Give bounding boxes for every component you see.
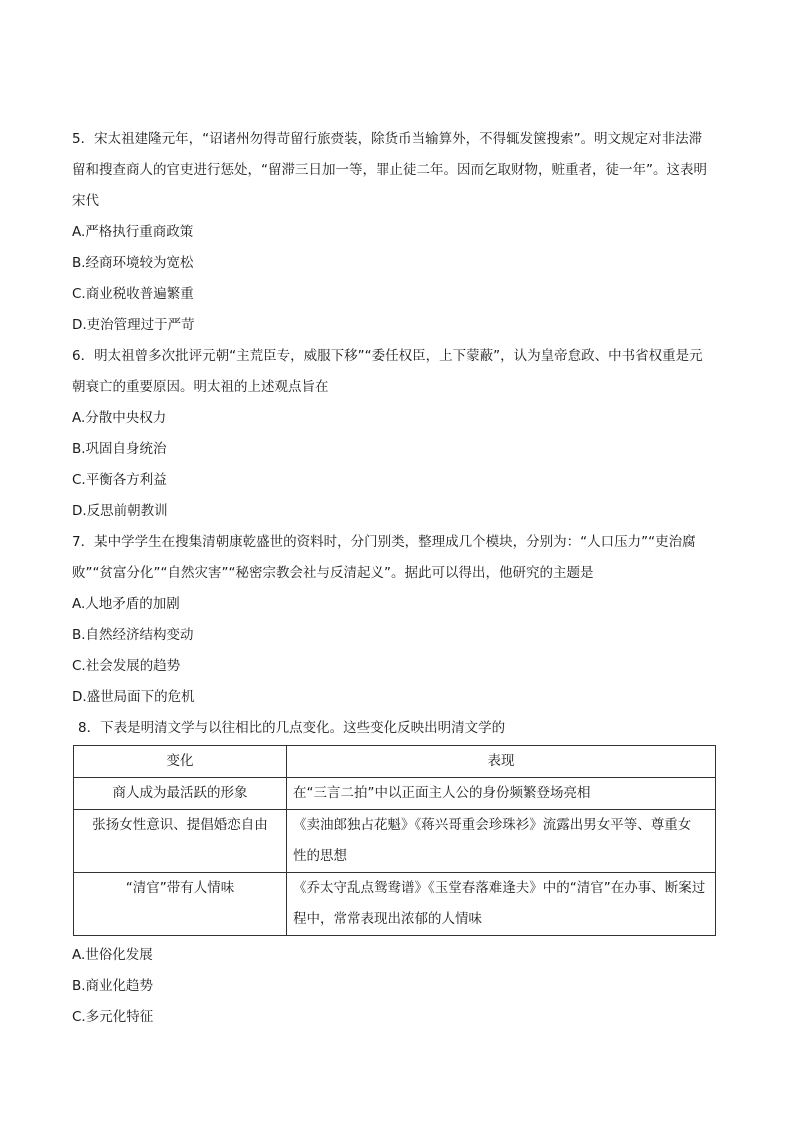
question-6 [72, 341, 722, 527]
question-6-option-b[interactable]: B.巩固自身统治 [72, 441, 167, 457]
table-row [74, 778, 716, 810]
question-5-option-c[interactable]: C.商业税收普遍繁重 [72, 286, 194, 302]
question-6-stem-line-2: 朝衰亡的重要原因。明太祖的上述观点旨在 [72, 379, 329, 395]
question-5-option-d[interactable]: D.吏治管理过于严苛 [72, 317, 195, 333]
table-cell-change: 商人成为最活跃的形象 [74, 778, 287, 810]
question-5 [72, 124, 722, 341]
question-5-option-b[interactable]: B.经商环境较为宽松 [72, 255, 194, 271]
question-7-option-d[interactable]: D.盛世局面下的危机 [72, 689, 195, 705]
question-5-option-a[interactable]: A.严格执行重商政策 [72, 224, 194, 240]
table-row [74, 873, 716, 936]
question-6-option-a[interactable]: A.分散中央权力 [72, 410, 167, 426]
question-8-option-b[interactable]: B.商业化趋势 [72, 978, 154, 994]
table-row [74, 810, 716, 873]
question-6-option-c[interactable]: C.平衡各方利益 [72, 472, 167, 488]
table-cell-line: 《乔太守乱点鸳鸯谱》《玉堂春落难逢夫》中的“清官”在办事、断案过 [293, 880, 706, 896]
question-7 [72, 527, 722, 713]
question-7-option-b[interactable]: B.自然经济结构变动 [72, 627, 194, 643]
question-5-stem-line-3: 宋代 [72, 193, 99, 209]
question-8-option-c[interactable]: C.多元化特征 [72, 1009, 154, 1025]
question-7-option-c[interactable]: C.社会发展的趋势 [72, 658, 181, 674]
question-7-stem-line-2: 败”“贫富分化”“自然灾害”“秘密宗教会社与反清起义”。据此可以得出，他研究的主题是 [72, 565, 594, 581]
table-header-row [74, 746, 716, 778]
table-cell-performance [287, 778, 716, 810]
table-cell-performance [287, 873, 716, 936]
question-6-option-d[interactable]: D.反思前朝教训 [72, 503, 168, 519]
table-cell-performance [287, 810, 716, 873]
table-header-change: 变化 [74, 746, 287, 778]
question-8 [72, 713, 722, 1033]
table-cell-change: 张扬女性意识、提倡婚恋自由 [74, 810, 287, 873]
exam-page [72, 124, 722, 1033]
table-cell-line: 程中，常常表现出浓郁的人情味 [293, 911, 482, 927]
question-5-stem-line-1: 5．宋太祖建隆元年，“诏诸州勿得苛留行旅赍装，除货币当输算外，不得辄发箧搜索”。明文规定对非法滞 [72, 131, 703, 147]
table-header-performance: 表现 [287, 746, 716, 778]
table-cell-line: 在“三言二拍”中以正面主人公的身份频繁登场亮相 [293, 785, 591, 801]
question-7-option-a[interactable]: A.人地矛盾的加剧 [72, 596, 180, 612]
question-6-stem-line-1: 6．明太祖曾多次批评元朝“主荒臣专，威服下移”“委任权臣，上下蒙蔽”，认为皇帝怠政、中书省权重是元 [72, 348, 703, 364]
question-7-stem-line-1: 7．某中学学生在搜集清朝康乾盛世的资料时，分门别类，整理成几个模块，分别为：“人口压力”“吏治腐 [72, 534, 696, 550]
question-8-option-a[interactable]: A.世俗化发展 [72, 947, 153, 963]
table-cell-line: 性的思想 [293, 848, 347, 864]
question-5-stem-line-2: 留和搜查商人的官吏进行惩处，“留滞三日加一等，罪止徒二年。因而乞取财物，赃重者，徒一年”。这表明 [72, 162, 707, 178]
table-cell-line: 《卖油郎独占花魁》《蒋兴哥重会珍珠衫》流露出男女平等、尊重女 [293, 817, 692, 833]
question-8-stem-line-1: 8．下表是明清文学与以往相比的几点变化。这些变化反映出明清文学的 [78, 720, 506, 736]
literature-change-table [73, 745, 716, 936]
table-cell-change: “清官”带有人情味 [74, 873, 287, 936]
